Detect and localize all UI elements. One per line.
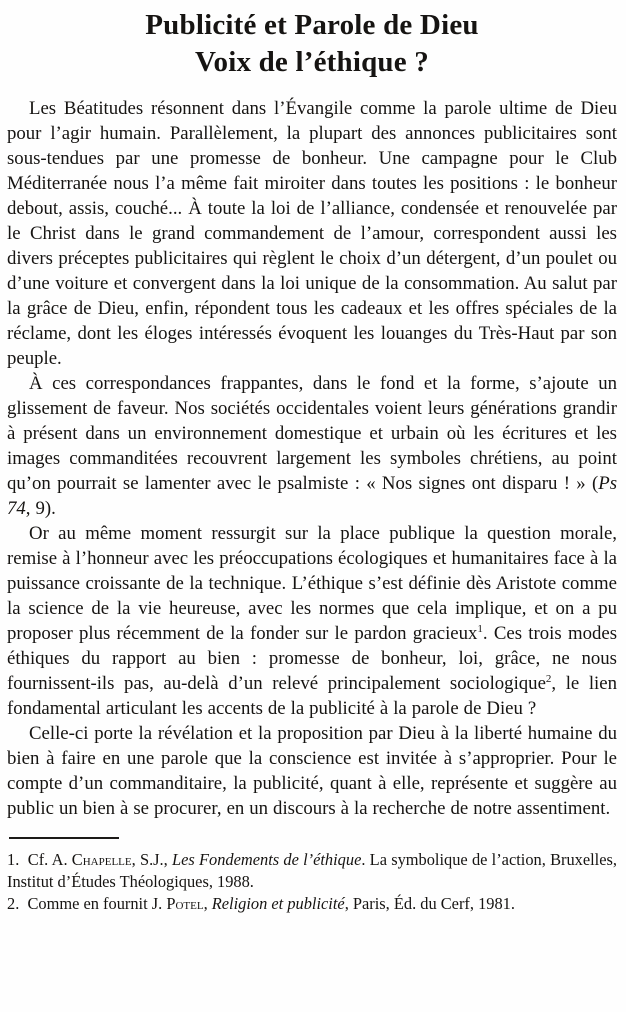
text-run: , Paris, Éd. du Cerf, 1981. [344,894,515,913]
footnote-ref: 1 [477,623,483,635]
title-line-2: Voix de l’éthique ? [195,46,429,78]
text-run: , [203,894,212,913]
article-body [7,96,617,821]
text-run: Religion et publicité [211,894,345,913]
text-run: À ces correspondances frappantes, dans le fond et la forme, s’ajoute un glissement de faveur. Nos sociétés occidentales voient leurs générations grandir à présent dans un environnement domestique et urbain où les écritures et les images commanditées recouvrent largement les symboles chrétiens, au point qu’on pourrait se lamenter avec le psalmiste : « Nos signes ont disparu ! » ( [7,373,617,494]
text-run: Les Fondements de l’éthique [172,850,362,869]
text-run: , 9). [25,498,56,519]
paragraph [7,521,617,721]
text-run: Chapelle [71,850,132,869]
footnote-ref: 2 [545,673,552,685]
text-run: , le lien fondamental articulant les accents de la publicité à la parole de Dieu ? [7,673,617,719]
text-run: Potel [166,894,204,913]
title-line-1: Publicité et Parole de Dieu [145,9,479,41]
paragraph [7,721,617,821]
footnote-separator [9,837,119,839]
page-title [7,7,617,81]
footnote [7,893,617,915]
paragraph [7,96,617,371]
text-run: . Ces trois modes éthiques du rapport au bien : promesse de bonheur, loi, grâce, ne nous fournissent-ils pas, au-delà d’un relevé principalement sociologique [7,623,617,694]
footnote [7,849,617,893]
paragraph [7,371,617,521]
text-run: 2. Comme en fournit J. [7,894,167,913]
text-run: Celle-ci porte la révélation et la proposition par Dieu à la liberté humaine du bien à faire en une parole que la conscience est invitée à s’approprier. Pour le compte d’un commanditaire, la publicité, quant à elle, représente et suggère au public un bien à se procurer, en un discours à la recherche de notre assentiment. [7,723,617,819]
text-run: Or au même moment ressurgit sur la place publique la question morale, remise à l’honneur avec les préoccupations écologiques et humanitaires face à la puissance croissante de la technique. L’éthique s’est définie dès Aristote comme la science de la vie heureuse, avec les normes que cela implique, et on a pu proposer plus récemment de la fonder sur le pardon gracieux [7,523,617,644]
text-run: Ps 74 [7,473,617,519]
text-run: , S.J., [131,850,172,869]
text-run: Les Béatitudes résonnent dans l’Évangile comme la parole ultime de Dieu pour l’agir humain. Parallèlement, la plupart des annonces publicitaires sont sous-tendues par une promesse de bonheur. Une campagne pour le Club Méditerranée nous l’a même fait miroiter dans toutes les positions : le bonheur debout, assis, couché... À toute la loi de l’alliance, condensée et renouvelée par le Christ dans le grand commandement de l’amour, correspondent aussi les divers préceptes publicitaires qui règlent le choix d’un détergent, d’un poulet ou d’une voiture et convergent dans la loi unique de la consommation. Au salut par la grâce de Dieu, enfin, répondent tous les cadeaux et les offres spéciales de la réclame, dont les éloges intéressés évoquent les louanges du Très-Haut par son peuple. [7,98,617,369]
footnotes [7,849,617,915]
text-run: . La symbolique de l’action, Bruxelles, Institut d’Études Théologiques, 1988. [7,850,617,891]
text-run: 1. Cf. A. [7,850,72,869]
